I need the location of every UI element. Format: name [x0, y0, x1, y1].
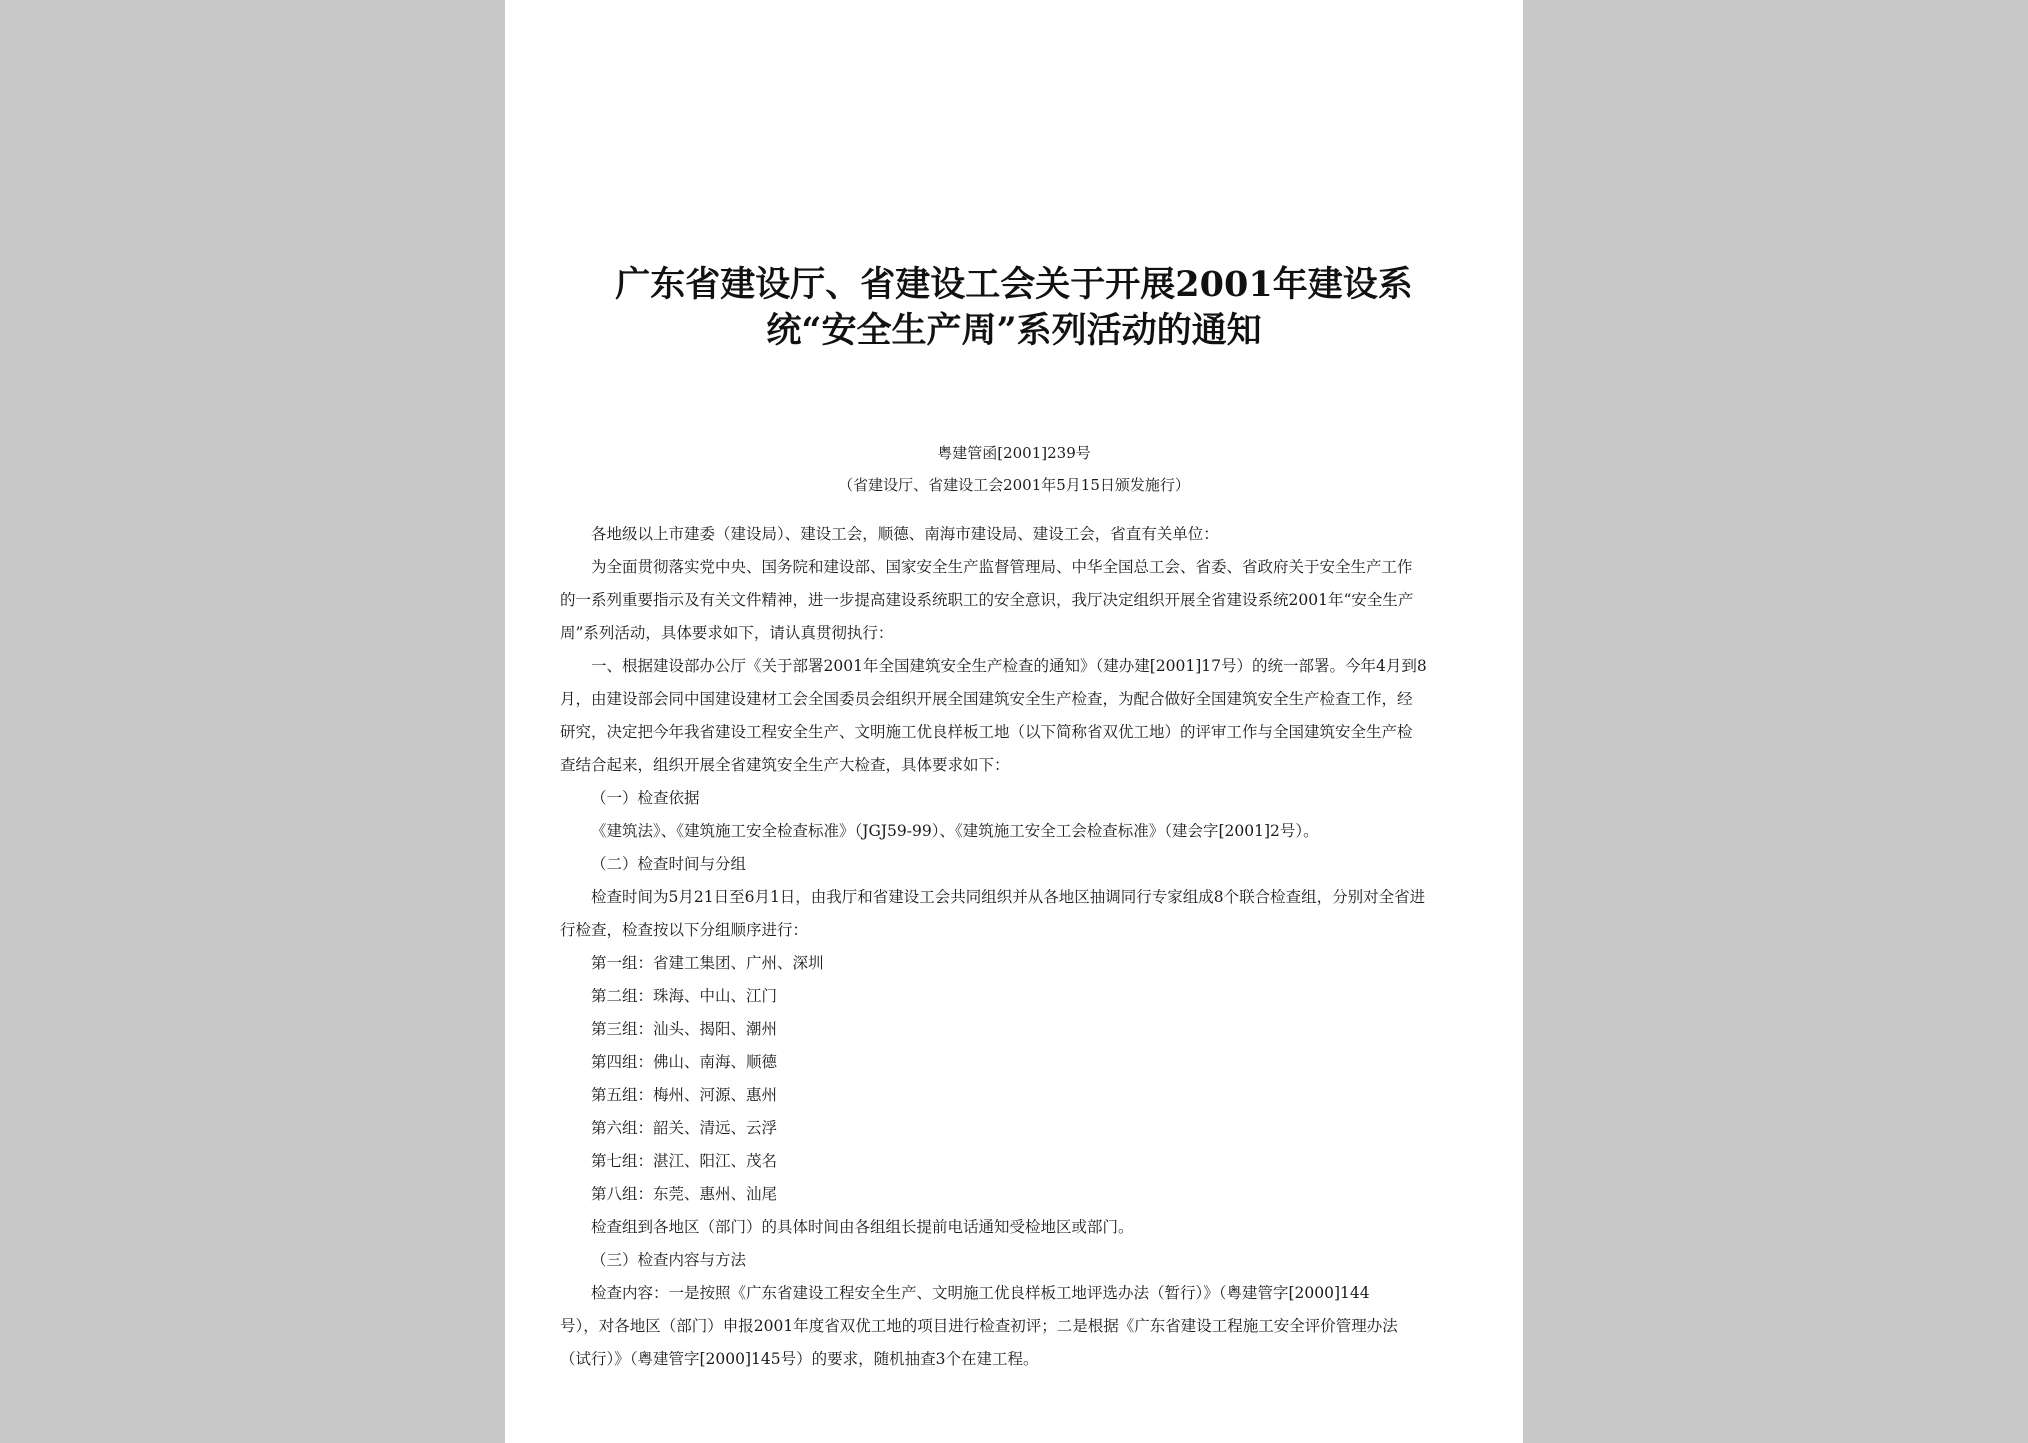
section1-line-1: 一、根据建设部办公厅《关于部署2001年全国建筑安全生产检查的通知》（建办建[2001]17号）的统一部署。今年4月到8: [591, 657, 1427, 675]
title-line-2: 统“安全生产周”系列活动的通知: [766, 310, 1262, 351]
title-line-1: 广东省建设厅、省建设工会关于开展2001年建设系: [615, 264, 1413, 305]
document-title: [505, 262, 1523, 354]
sub3-line-1: 检查内容：一是按照《广东省建设工程安全生产、文明施工优良样板工地评选办法（暂行）》（粤建管字[2000]144: [591, 1284, 1370, 1302]
group-item-2: 第二组：珠海、中山、江门: [591, 987, 778, 1005]
group-item-1: 第一组：省建工集团、广州、深圳: [591, 954, 824, 972]
document-body: [560, 518, 1470, 1376]
sub2-line-2: 行检查，检查按以下分组顺序进行：: [560, 921, 809, 939]
sub1-text: 《建筑法》、《建筑施工安全检查标准》（JGJ59-99）、《建筑施工安全工会检查标准》（建会字[2001]2号）。: [591, 822, 1319, 840]
sub1-heading: （一）检查依据: [591, 789, 700, 807]
sub3-line-2: 号），对各地区（部门）申报2001年度省双优工地的项目进行检查初评；二是根据《广东省建设工程施工安全评价管理办法: [560, 1317, 1398, 1335]
group-item-7: 第七组：湛江、阳江、茂名: [591, 1152, 778, 1170]
sub2-line-1: 检查时间为5月21日至6月1日，由我厅和省建设工会共同组织并从各地区抽调同行专家组成8个联合检查组，分别对全省进: [591, 888, 1426, 906]
group-item-3: 第三组：汕头、揭阳、潮州: [591, 1020, 778, 1038]
intro-line-3: 周”系列活动，具体要求如下，请认真贯彻执行：: [560, 624, 894, 642]
sub3-heading: （三）检查内容与方法: [591, 1251, 747, 1269]
intro-line-2: 的一系列重要指示及有关文件精神，进一步提高建设系统职工的安全意识，我厅决定组织开展全省建设系统2001年“安全生产: [560, 591, 1414, 609]
document-page: [505, 0, 1523, 1443]
sub2-heading: （二）检查时间与分组: [591, 855, 747, 873]
intro-line-1: 为全面贯彻落实党中央、国务院和建设部、国家安全生产监督管理局、中华全国总工会、省委、省政府关于安全生产工作: [591, 558, 1413, 576]
addressee-line: 各地级以上市建委（建设局）、建设工会，顺德、南海市建设局、建设工会，省直有关单位：: [591, 525, 1219, 543]
group-item-8: 第八组：东莞、惠州、汕尾: [591, 1185, 778, 1203]
issuance-note: （省建设厅、省建设工会2001年5月15日颁发施行）: [838, 476, 1190, 494]
group-item-4: 第四组：佛山、南海、顺德: [591, 1053, 778, 1071]
section1-line-4: 查结合起来，组织开展全省建筑安全生产大检查，具体要求如下：: [560, 756, 1010, 774]
group-item-5: 第五组：梅州、河源、惠州: [591, 1086, 778, 1104]
section1-line-2: 月，由建设部会同中国建设建材工会全国委员会组织开展全国建筑安全生产检查，为配合做好全国建筑安全生产检查工作，经: [560, 690, 1413, 708]
sub3-line-3: （试行）》（粤建管字[2000]145号）的要求，随机抽查3个在建工程。: [560, 1350, 1039, 1368]
groups-note: 检查组到各地区（部门）的具体时间由各组组长提前电话通知受检地区或部门。: [591, 1218, 1134, 1236]
group-item-6: 第六组：韶关、清远、云浮: [591, 1119, 778, 1137]
document-number: 粤建管函[2001]239号: [937, 444, 1091, 462]
section1-line-3: 研究，决定把今年我省建设工程安全生产、文明施工优良样板工地（以下简称省双优工地）的评审工作与全国建筑安全生产检: [560, 723, 1413, 741]
